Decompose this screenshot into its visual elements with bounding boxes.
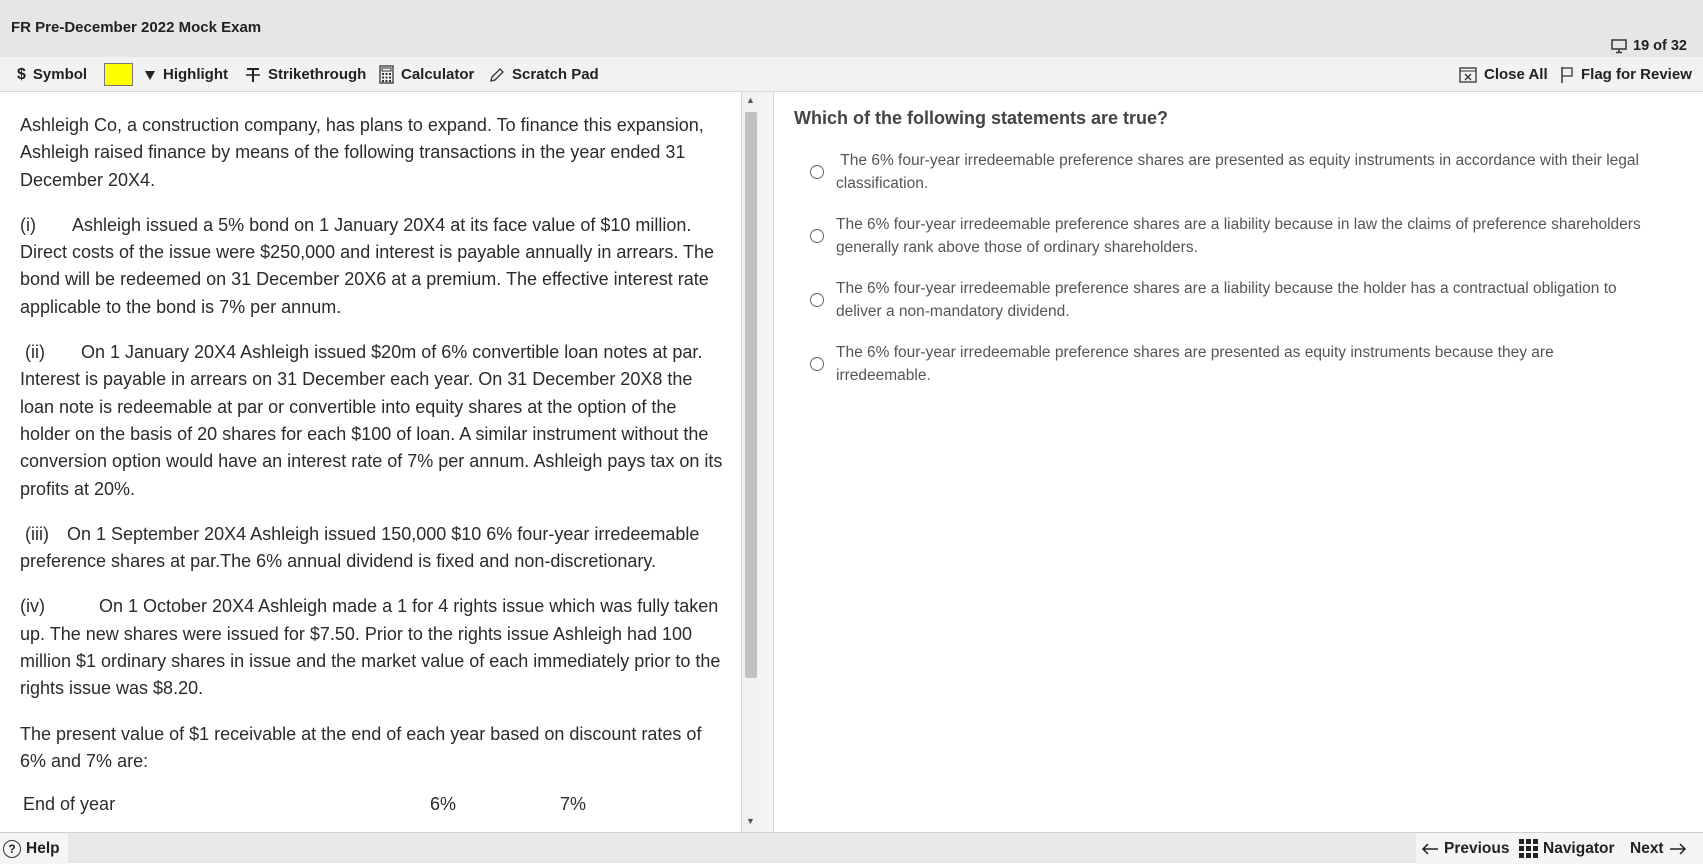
highlight-button[interactable] [144, 57, 228, 92]
question-mark-icon: ? [3, 840, 21, 858]
passage-pane [0, 92, 742, 832]
scratch-pad-button[interactable] [489, 57, 599, 92]
close-window-icon [1459, 67, 1477, 83]
passage-item-3: (iii) On 1 September 20X4 Ashleigh issued 150,000 $10 6% four-year irredeemable preference shares at par.The 6% annual dividend is fixed and non-discretionary. [20, 523, 700, 572]
answer-option-4[interactable] [810, 341, 1646, 387]
scroll-down-arrow-icon[interactable]: ▼ [746, 816, 755, 826]
grid-icon [1519, 839, 1538, 858]
title-bar [0, 0, 1703, 57]
help-button[interactable] [0, 833, 68, 864]
close-all-label: Close All [1484, 66, 1548, 83]
symbol-label: Symbol [32, 66, 88, 83]
calculator-label: Calculator [401, 66, 475, 83]
arrow-right-icon [1669, 843, 1687, 855]
navigator-button[interactable] [1519, 833, 1615, 864]
exam-title: FR Pre-December 2022 Mock Exam [11, 19, 262, 36]
question-counter [1611, 38, 1687, 54]
passage-item-1: (i) Ashleigh issued a 5% bond on 1 January 20X4 at its face value of $10 million. Direct costs of the issue were $250,000 and interest is payable annually in arrears. The bond will be redeemed on 31 December 20X6 at a premium. The effective interest rate applicable to the bond is 7% per annum. [20, 214, 715, 317]
radio-button[interactable] [810, 229, 824, 243]
scratch-pad-label: Scratch Pad [512, 66, 599, 83]
close-all-button[interactable] [1459, 57, 1548, 92]
previous-button[interactable] [1421, 833, 1509, 864]
arrow-left-icon [1421, 843, 1439, 855]
highlight-label: Highlight [163, 66, 228, 83]
highlight-color-picker[interactable] [104, 57, 133, 92]
symbol-button[interactable] [17, 57, 87, 92]
monitor-icon [1611, 39, 1627, 54]
previous-label: Previous [1444, 839, 1510, 857]
pane-divider[interactable] [759, 92, 774, 832]
answer-option-text: The 6% four-year irredeemable preference shares are presented as equity instruments in accordance with their legal classification. [836, 152, 1639, 192]
question-stem: Which of the following statements are true? [794, 108, 1169, 128]
answer-option-2[interactable] [810, 213, 1646, 259]
passage-scrollbar[interactable] [742, 92, 759, 832]
answer-option-1[interactable] [810, 149, 1646, 195]
passage-item-4: (iv) On 1 October 20X4 Ashleigh made a 1 for 4 rights issue which was fully taken up. The new shares were issued for $7.50. Prior to the rights issue Ashleigh had 100 million $1 ordinary shares in issue and the market value of each immediately prior to the rights issue was $8.20. [20, 596, 721, 699]
triangle-down-icon [144, 69, 156, 81]
dollar-icon: $ [17, 65, 26, 83]
navigator-label: Navigator [1543, 839, 1615, 857]
answer-option-text: The 6% four-year irredeemable preference shares are a liability because the holder has a contractual obligation to deliver a non-mandatory dividend. [836, 280, 1617, 320]
answer-option-text: The 6% four-year irredeemable preference shares are presented as equity instruments because they are irredeemable. [836, 344, 1554, 384]
passage-intro: Ashleigh Co, a construction company, has plans to expand. To finance this expansion, Ashleigh raised finance by means of the following transactions in the year ended 31 December 20X4. [20, 115, 704, 190]
footer-bar [0, 832, 1703, 863]
strikethrough-icon [245, 67, 261, 83]
radio-button[interactable] [810, 293, 824, 307]
pv-header-6pct: 6% [430, 794, 457, 815]
radio-button[interactable] [810, 165, 824, 179]
answer-option-3[interactable] [810, 277, 1646, 323]
pv-header-year: End of year [23, 794, 116, 815]
scroll-thumb[interactable] [745, 112, 757, 678]
flag-for-review-label: Flag for Review [1581, 66, 1692, 83]
next-label: Next [1630, 839, 1664, 857]
pv-header-7pct: 7% [560, 794, 587, 815]
strikethrough-button[interactable] [245, 57, 366, 92]
question-counter-text: 19 of 32 [1633, 38, 1687, 54]
radio-button[interactable] [810, 357, 824, 371]
flag-for-review-button[interactable] [1560, 57, 1692, 92]
passage [20, 112, 724, 819]
strikethrough-label: Strikethrough [268, 66, 367, 83]
toolbar [0, 57, 1703, 92]
calculator-icon [379, 65, 394, 84]
highlight-color-swatch[interactable] [104, 63, 133, 86]
pencil-icon [489, 67, 505, 83]
help-label: Help [26, 839, 60, 857]
navigation-controls [1416, 833, 1703, 864]
flag-icon [1560, 66, 1574, 84]
answer-option-text: The 6% four-year irredeemable preference shares are a liability because in law the claims of preference shareholders generally rank above those of ordinary shareholders. [836, 216, 1641, 256]
next-button[interactable] [1630, 833, 1687, 864]
passage-item-2: (ii) On 1 January 20X4 Ashleigh issued $20m of 6% convertible loan notes at par. Interest is payable in arrears on 31 December each year. On 31 December 20X8 the loan note is redeemable at par or convertible into equity shares at the option of the holder on the basis of 20 shares for each $100 of loan. A similar instrument without the conversion option would have an interest rate of 7% per annum. Ashleigh pays tax on its profits at 20%. [20, 342, 723, 499]
scroll-up-arrow-icon[interactable]: ▲ [746, 95, 755, 105]
question-pane [775, 92, 1703, 832]
pv-table-header [20, 791, 724, 818]
calculator-button[interactable] [379, 57, 474, 92]
passage-pv-intro: The present value of $1 receivable at the end of each year based on discount rates of 6% and 7% are: [20, 723, 702, 771]
